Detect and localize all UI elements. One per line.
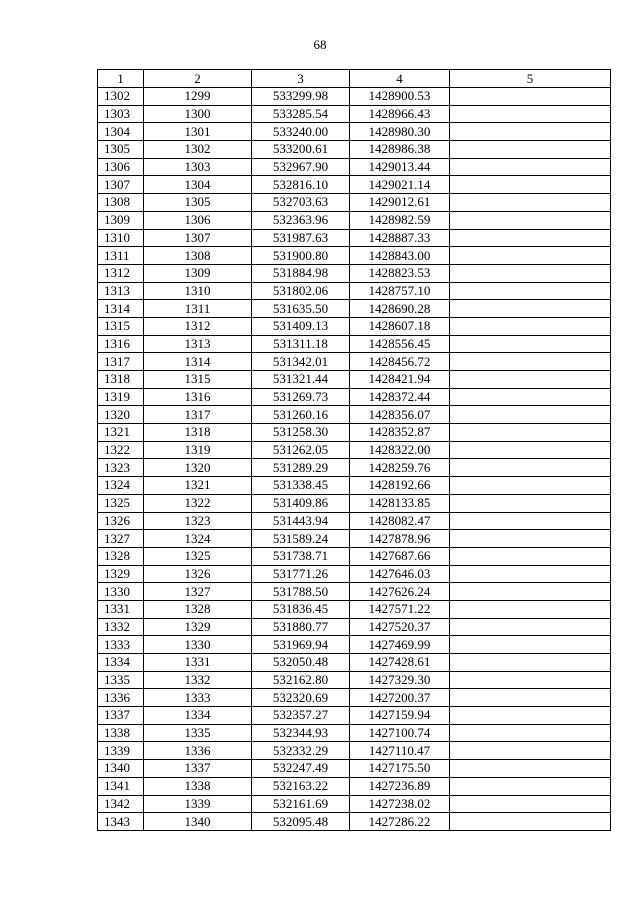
table-cell-col-2: 1321 bbox=[144, 477, 252, 495]
table-cell-col-4: 1427469.99 bbox=[350, 636, 450, 654]
table-cell-col-5 bbox=[450, 742, 611, 760]
table-cell-col-5 bbox=[450, 176, 611, 194]
table-cell-col-3: 531788.50 bbox=[252, 583, 350, 601]
table-cell-col-4: 1427100.74 bbox=[350, 724, 450, 742]
table-cell-col-1: 1341 bbox=[98, 777, 144, 795]
table-cell-col-2: 1303 bbox=[144, 158, 252, 176]
table-cell-col-3: 532703.63 bbox=[252, 194, 350, 212]
table-cell-col-1: 1315 bbox=[98, 317, 144, 335]
table-cell-col-5 bbox=[450, 707, 611, 725]
table-row bbox=[98, 211, 611, 229]
table-cell-col-2: 1325 bbox=[144, 547, 252, 565]
table-row bbox=[98, 547, 611, 565]
table-row bbox=[98, 300, 611, 318]
table-cell-col-1: 1302 bbox=[98, 88, 144, 106]
table-cell-col-3: 531409.86 bbox=[252, 494, 350, 512]
table-cell-col-3: 531262.05 bbox=[252, 441, 350, 459]
table-cell-col-1: 1339 bbox=[98, 742, 144, 760]
table-cell-col-5 bbox=[450, 530, 611, 548]
table-cell-col-2: 1339 bbox=[144, 795, 252, 813]
table-cell-col-5 bbox=[450, 158, 611, 176]
table-cell-col-4: 1428192.66 bbox=[350, 477, 450, 495]
table-cell-col-1: 1325 bbox=[98, 494, 144, 512]
table-cell-col-2: 1333 bbox=[144, 689, 252, 707]
table-cell-col-3: 531738.71 bbox=[252, 547, 350, 565]
table-cell-col-1: 1331 bbox=[98, 600, 144, 618]
column-header-1: 1 bbox=[98, 70, 144, 88]
table-cell-col-1: 1307 bbox=[98, 176, 144, 194]
table-cell-col-4: 1428900.53 bbox=[350, 88, 450, 106]
table-cell-col-5 bbox=[450, 353, 611, 371]
table-cell-col-4: 1428966.43 bbox=[350, 105, 450, 123]
table-cell-col-2: 1328 bbox=[144, 600, 252, 618]
table-cell-col-2: 1308 bbox=[144, 247, 252, 265]
table-cell-col-1: 1310 bbox=[98, 229, 144, 247]
table-cell-col-1: 1316 bbox=[98, 335, 144, 353]
table-cell-col-3: 532344.93 bbox=[252, 724, 350, 742]
table-cell-col-2: 1329 bbox=[144, 618, 252, 636]
table-cell-col-1: 1340 bbox=[98, 760, 144, 778]
table-cell-col-2: 1338 bbox=[144, 777, 252, 795]
table-cell-col-5 bbox=[450, 512, 611, 530]
table-row bbox=[98, 264, 611, 282]
table-cell-col-3: 531589.24 bbox=[252, 530, 350, 548]
table-row bbox=[98, 742, 611, 760]
table-cell-col-5 bbox=[450, 88, 611, 106]
table-cell-col-1: 1327 bbox=[98, 530, 144, 548]
table-row bbox=[98, 424, 611, 442]
table-cell-col-3: 532095.48 bbox=[252, 813, 350, 831]
table-cell-col-3: 532332.29 bbox=[252, 742, 350, 760]
table-row bbox=[98, 141, 611, 159]
table-cell-col-1: 1319 bbox=[98, 388, 144, 406]
table-cell-col-3: 531289.29 bbox=[252, 459, 350, 477]
table-cell-col-4: 1428421.94 bbox=[350, 371, 450, 389]
table-row bbox=[98, 229, 611, 247]
table-cell-col-2: 1334 bbox=[144, 707, 252, 725]
table-cell-col-3: 531409.13 bbox=[252, 317, 350, 335]
table-row bbox=[98, 88, 611, 106]
table-row bbox=[98, 565, 611, 583]
table-cell-col-5 bbox=[450, 477, 611, 495]
table-cell-col-1: 1337 bbox=[98, 707, 144, 725]
table-cell-col-5 bbox=[450, 141, 611, 159]
table-row bbox=[98, 282, 611, 300]
table-cell-col-5 bbox=[450, 211, 611, 229]
table-row bbox=[98, 371, 611, 389]
table-cell-col-3: 531880.77 bbox=[252, 618, 350, 636]
column-header-4: 4 bbox=[350, 70, 450, 88]
table-cell-col-2: 1307 bbox=[144, 229, 252, 247]
table-cell-col-4: 1428757.10 bbox=[350, 282, 450, 300]
table-cell-col-1: 1326 bbox=[98, 512, 144, 530]
table-cell-col-1: 1304 bbox=[98, 123, 144, 141]
table-cell-col-2: 1340 bbox=[144, 813, 252, 831]
table-cell-col-3: 531258.30 bbox=[252, 424, 350, 442]
column-header-2: 2 bbox=[144, 70, 252, 88]
table-cell-col-4: 1428356.07 bbox=[350, 406, 450, 424]
table-cell-col-4: 1427238.02 bbox=[350, 795, 450, 813]
table-cell-col-1: 1320 bbox=[98, 406, 144, 424]
table-row bbox=[98, 707, 611, 725]
table-cell-col-3: 531802.06 bbox=[252, 282, 350, 300]
table-cell-col-1: 1313 bbox=[98, 282, 144, 300]
table-row bbox=[98, 335, 611, 353]
table-cell-col-3: 532816.10 bbox=[252, 176, 350, 194]
table-cell-col-2: 1318 bbox=[144, 424, 252, 442]
table-cell-col-4: 1428082.47 bbox=[350, 512, 450, 530]
coordinates-table bbox=[97, 69, 611, 831]
table-cell-col-2: 1319 bbox=[144, 441, 252, 459]
table-header-row bbox=[98, 70, 611, 88]
table-cell-col-1: 1338 bbox=[98, 724, 144, 742]
table-cell-col-2: 1327 bbox=[144, 583, 252, 601]
table-cell-col-4: 1427646.03 bbox=[350, 565, 450, 583]
table-row bbox=[98, 777, 611, 795]
table-cell-col-1: 1329 bbox=[98, 565, 144, 583]
table-cell-col-2: 1323 bbox=[144, 512, 252, 530]
table-cell-col-5 bbox=[450, 618, 611, 636]
table-cell-col-2: 1326 bbox=[144, 565, 252, 583]
table-row bbox=[98, 600, 611, 618]
table-cell-col-1: 1324 bbox=[98, 477, 144, 495]
table-cell-col-1: 1321 bbox=[98, 424, 144, 442]
table-cell-col-5 bbox=[450, 813, 611, 831]
table-cell-col-5 bbox=[450, 424, 611, 442]
table-cell-col-2: 1313 bbox=[144, 335, 252, 353]
table-cell-col-5 bbox=[450, 317, 611, 335]
table-row bbox=[98, 689, 611, 707]
table-cell-col-5 bbox=[450, 494, 611, 512]
table-cell-col-4: 1428986.38 bbox=[350, 141, 450, 159]
table-cell-col-4: 1427329.30 bbox=[350, 671, 450, 689]
table-row bbox=[98, 176, 611, 194]
table-row bbox=[98, 123, 611, 141]
table-cell-col-5 bbox=[450, 565, 611, 583]
table-cell-col-5 bbox=[450, 724, 611, 742]
table-cell-col-1: 1343 bbox=[98, 813, 144, 831]
table-cell-col-2: 1330 bbox=[144, 636, 252, 654]
table-body bbox=[98, 88, 611, 831]
table-cell-col-5 bbox=[450, 406, 611, 424]
table-cell-col-1: 1306 bbox=[98, 158, 144, 176]
table-cell-col-2: 1337 bbox=[144, 760, 252, 778]
table-row bbox=[98, 158, 611, 176]
table-row bbox=[98, 194, 611, 212]
page-number: 68 bbox=[313, 37, 327, 52]
table-cell-col-4: 1428259.76 bbox=[350, 459, 450, 477]
table-cell-col-4: 1429012.61 bbox=[350, 194, 450, 212]
table-cell-col-4: 1428607.18 bbox=[350, 317, 450, 335]
table-cell-col-4: 1428823.53 bbox=[350, 264, 450, 282]
table-cell-col-1: 1334 bbox=[98, 654, 144, 672]
table-cell-col-1: 1309 bbox=[98, 211, 144, 229]
table-cell-col-5 bbox=[450, 194, 611, 212]
table-cell-col-1: 1314 bbox=[98, 300, 144, 318]
table-cell-col-2: 1311 bbox=[144, 300, 252, 318]
table-cell-col-2: 1335 bbox=[144, 724, 252, 742]
table-cell-col-2: 1301 bbox=[144, 123, 252, 141]
table-cell-col-2: 1309 bbox=[144, 264, 252, 282]
table-cell-col-5 bbox=[450, 388, 611, 406]
table-cell-col-2: 1312 bbox=[144, 317, 252, 335]
table-cell-col-2: 1304 bbox=[144, 176, 252, 194]
table-cell-col-1: 1317 bbox=[98, 353, 144, 371]
table-cell-col-2: 1317 bbox=[144, 406, 252, 424]
table-cell-col-5 bbox=[450, 671, 611, 689]
table-cell-col-1: 1318 bbox=[98, 371, 144, 389]
table-cell-col-4: 1427626.24 bbox=[350, 583, 450, 601]
table-cell-col-5 bbox=[450, 654, 611, 672]
table-row bbox=[98, 671, 611, 689]
table-cell-col-2: 1300 bbox=[144, 105, 252, 123]
table-cell-col-3: 531771.26 bbox=[252, 565, 350, 583]
table-cell-col-2: 1332 bbox=[144, 671, 252, 689]
column-header-3: 3 bbox=[252, 70, 350, 88]
table-cell-col-5 bbox=[450, 441, 611, 459]
table-cell-col-1: 1323 bbox=[98, 459, 144, 477]
table-cell-col-2: 1324 bbox=[144, 530, 252, 548]
table-cell-col-2: 1302 bbox=[144, 141, 252, 159]
table-cell-col-3: 531443.94 bbox=[252, 512, 350, 530]
table-cell-col-1: 1332 bbox=[98, 618, 144, 636]
table-cell-col-1: 1322 bbox=[98, 441, 144, 459]
table-cell-col-4: 1427286.22 bbox=[350, 813, 450, 831]
table-row bbox=[98, 105, 611, 123]
table-cell-col-1: 1303 bbox=[98, 105, 144, 123]
table-cell-col-3: 532320.69 bbox=[252, 689, 350, 707]
table-cell-col-4: 1428372.44 bbox=[350, 388, 450, 406]
table-cell-col-4: 1427520.37 bbox=[350, 618, 450, 636]
table-cell-col-3: 532247.49 bbox=[252, 760, 350, 778]
table-cell-col-5 bbox=[450, 547, 611, 565]
table-cell-col-3: 532967.90 bbox=[252, 158, 350, 176]
table-cell-col-5 bbox=[450, 795, 611, 813]
table-cell-col-2: 1336 bbox=[144, 742, 252, 760]
table-cell-col-5 bbox=[450, 282, 611, 300]
table-cell-col-3: 533299.98 bbox=[252, 88, 350, 106]
table-cell-col-3: 531269.73 bbox=[252, 388, 350, 406]
table-cell-col-5 bbox=[450, 300, 611, 318]
table-cell-col-3: 531635.50 bbox=[252, 300, 350, 318]
table-cell-col-5 bbox=[450, 123, 611, 141]
table-cell-col-4: 1427428.61 bbox=[350, 654, 450, 672]
table-row bbox=[98, 795, 611, 813]
table-cell-col-1: 1342 bbox=[98, 795, 144, 813]
table-cell-col-4: 1428322.00 bbox=[350, 441, 450, 459]
table-cell-col-3: 531969.94 bbox=[252, 636, 350, 654]
table-cell-col-4: 1428980.30 bbox=[350, 123, 450, 141]
table-cell-col-5 bbox=[450, 600, 611, 618]
table-cell-col-3: 533285.54 bbox=[252, 105, 350, 123]
table-cell-col-4: 1428556.45 bbox=[350, 335, 450, 353]
table-cell-col-2: 1331 bbox=[144, 654, 252, 672]
table-cell-col-3: 531260.16 bbox=[252, 406, 350, 424]
table-cell-col-2: 1316 bbox=[144, 388, 252, 406]
table-cell-col-4: 1427200.37 bbox=[350, 689, 450, 707]
table-row bbox=[98, 247, 611, 265]
table-cell-col-4: 1428690.28 bbox=[350, 300, 450, 318]
table-cell-col-5 bbox=[450, 636, 611, 654]
table-cell-col-3: 532050.48 bbox=[252, 654, 350, 672]
table-cell-col-3: 531884.98 bbox=[252, 264, 350, 282]
table-cell-col-3: 532163.22 bbox=[252, 777, 350, 795]
table-row bbox=[98, 760, 611, 778]
table-row bbox=[98, 388, 611, 406]
table-cell-col-4: 1428887.33 bbox=[350, 229, 450, 247]
column-header-5: 5 bbox=[450, 70, 611, 88]
table-cell-col-1: 1336 bbox=[98, 689, 144, 707]
table-cell-col-3: 531321.44 bbox=[252, 371, 350, 389]
table-cell-col-1: 1312 bbox=[98, 264, 144, 282]
table-cell-col-3: 531987.63 bbox=[252, 229, 350, 247]
table-cell-col-2: 1310 bbox=[144, 282, 252, 300]
table-cell-col-3: 532161.69 bbox=[252, 795, 350, 813]
table-cell-col-5 bbox=[450, 229, 611, 247]
table-row bbox=[98, 813, 611, 831]
table-cell-col-1: 1311 bbox=[98, 247, 144, 265]
table-cell-col-2: 1306 bbox=[144, 211, 252, 229]
table-cell-col-4: 1427175.50 bbox=[350, 760, 450, 778]
table-row bbox=[98, 494, 611, 512]
table-cell-col-1: 1305 bbox=[98, 141, 144, 159]
table-row bbox=[98, 477, 611, 495]
table-cell-col-1: 1333 bbox=[98, 636, 144, 654]
table-cell-col-5 bbox=[450, 335, 611, 353]
table-cell-col-1: 1328 bbox=[98, 547, 144, 565]
table-cell-col-4: 1428133.85 bbox=[350, 494, 450, 512]
table-row bbox=[98, 353, 611, 371]
table-cell-col-4: 1427878.96 bbox=[350, 530, 450, 548]
table-cell-col-5 bbox=[450, 105, 611, 123]
table-cell-col-2: 1315 bbox=[144, 371, 252, 389]
table-cell-col-4: 1427159.94 bbox=[350, 707, 450, 725]
table-cell-col-2: 1314 bbox=[144, 353, 252, 371]
table-cell-col-2: 1322 bbox=[144, 494, 252, 512]
table-cell-col-2: 1320 bbox=[144, 459, 252, 477]
table-row bbox=[98, 459, 611, 477]
table-cell-col-3: 532162.80 bbox=[252, 671, 350, 689]
table-cell-col-3: 532357.27 bbox=[252, 707, 350, 725]
table-cell-col-4: 1429013.44 bbox=[350, 158, 450, 176]
table-row bbox=[98, 583, 611, 601]
table-cell-col-5 bbox=[450, 247, 611, 265]
table-cell-col-4: 1428352.87 bbox=[350, 424, 450, 442]
table-cell-col-5 bbox=[450, 264, 611, 282]
table-cell-col-5 bbox=[450, 459, 611, 477]
table-cell-col-5 bbox=[450, 760, 611, 778]
table-cell-col-5 bbox=[450, 371, 611, 389]
table-cell-col-4: 1429021.14 bbox=[350, 176, 450, 194]
table-cell-col-3: 532363.96 bbox=[252, 211, 350, 229]
table-cell-col-5 bbox=[450, 583, 611, 601]
table-cell-col-4: 1428982.59 bbox=[350, 211, 450, 229]
table-cell-col-3: 531338.45 bbox=[252, 477, 350, 495]
table-cell-col-3: 531311.18 bbox=[252, 335, 350, 353]
table-cell-col-2: 1299 bbox=[144, 88, 252, 106]
table-cell-col-4: 1427571.22 bbox=[350, 600, 450, 618]
table-cell-col-4: 1428843.00 bbox=[350, 247, 450, 265]
table-row bbox=[98, 441, 611, 459]
table-cell-col-2: 1305 bbox=[144, 194, 252, 212]
table-row bbox=[98, 530, 611, 548]
table-cell-col-1: 1335 bbox=[98, 671, 144, 689]
table-cell-col-3: 531836.45 bbox=[252, 600, 350, 618]
table-cell-col-3: 531900.80 bbox=[252, 247, 350, 265]
table-row bbox=[98, 618, 611, 636]
table-cell-col-3: 533200.61 bbox=[252, 141, 350, 159]
table-row bbox=[98, 654, 611, 672]
table-cell-col-4: 1427687.66 bbox=[350, 547, 450, 565]
table-cell-col-4: 1428456.72 bbox=[350, 353, 450, 371]
table-cell-col-4: 1427110.47 bbox=[350, 742, 450, 760]
table-cell-col-5 bbox=[450, 689, 611, 707]
table-row bbox=[98, 512, 611, 530]
table-row bbox=[98, 317, 611, 335]
table-cell-col-3: 533240.00 bbox=[252, 123, 350, 141]
table-cell-col-1: 1330 bbox=[98, 583, 144, 601]
table-cell-col-4: 1427236.89 bbox=[350, 777, 450, 795]
table-row bbox=[98, 724, 611, 742]
table-cell-col-1: 1308 bbox=[98, 194, 144, 212]
table-row bbox=[98, 636, 611, 654]
table-cell-col-5 bbox=[450, 777, 611, 795]
table-cell-col-3: 531342.01 bbox=[252, 353, 350, 371]
table-row bbox=[98, 406, 611, 424]
